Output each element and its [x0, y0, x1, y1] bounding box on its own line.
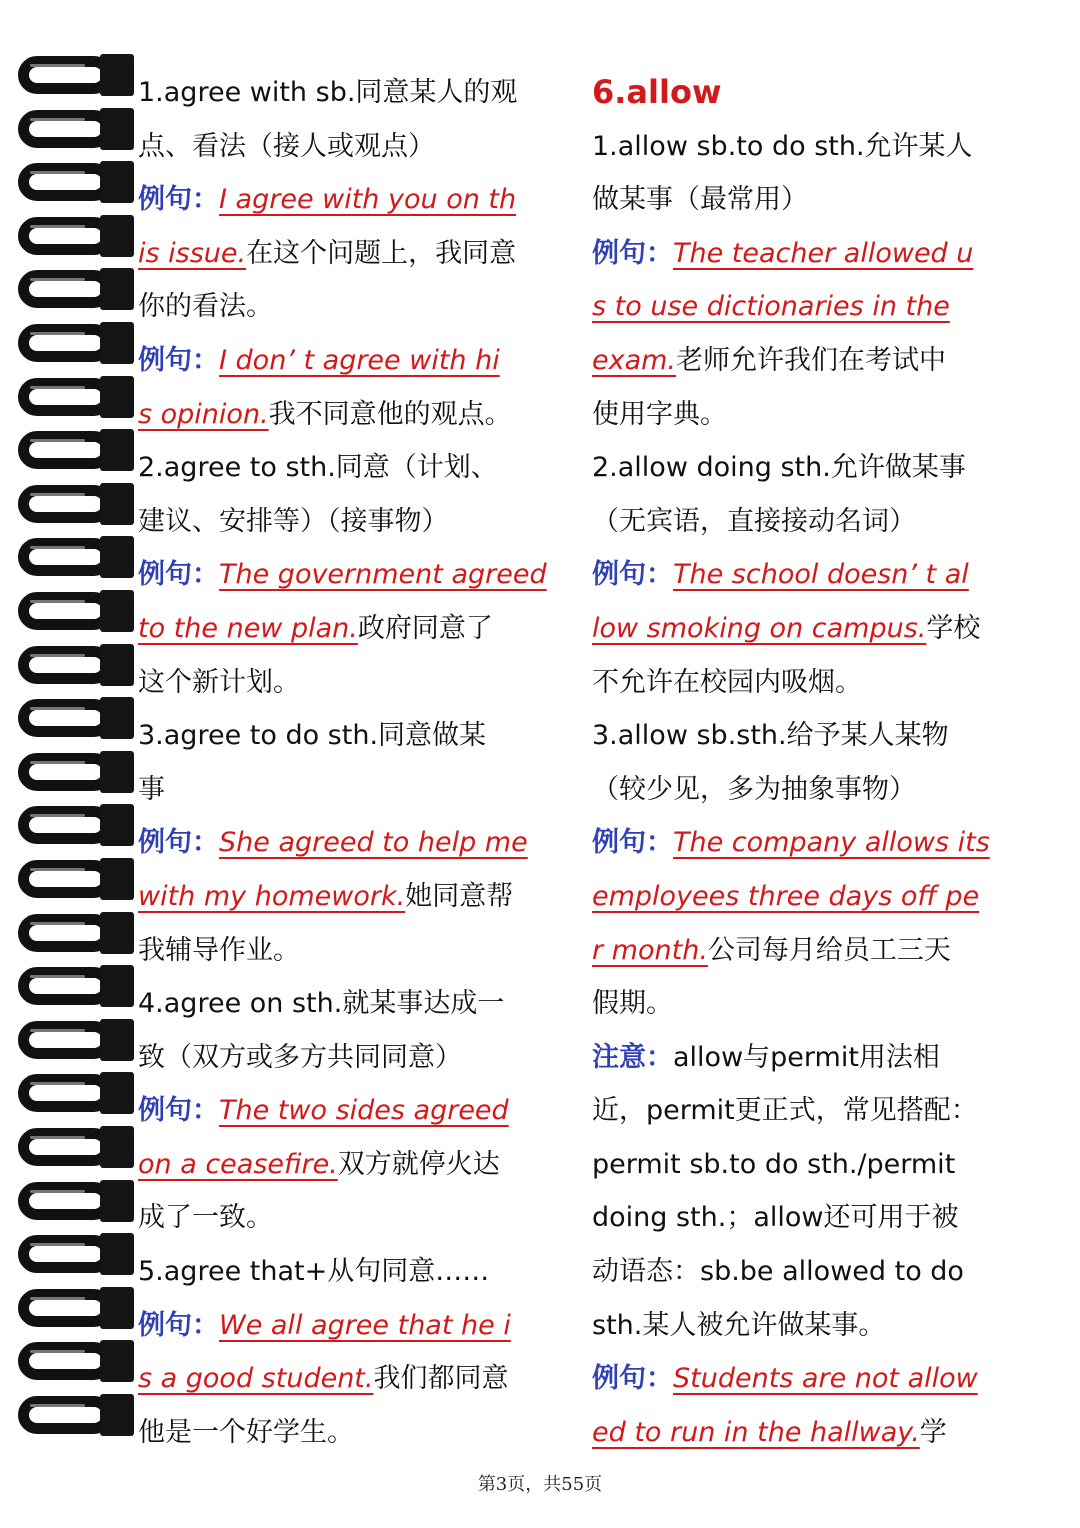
body-text: 1.allow sb.to do sth.允许某人	[592, 130, 973, 162]
left-line	[138, 763, 576, 817]
left-line	[138, 120, 576, 174]
left-line	[138, 709, 576, 763]
right-line	[592, 548, 1032, 602]
example-sentence: s to use dictionaries in the	[592, 291, 950, 323]
example-sentence: ed to run in the hallway.	[592, 1416, 920, 1448]
example-sentence: The teacher allowed u	[673, 237, 974, 269]
left-line	[138, 1352, 576, 1406]
body-text: 我不同意他的观点。	[268, 398, 512, 430]
example-sentence: The school doesn’ t al	[673, 559, 969, 591]
page-footer: 第3页，共55页	[477, 1474, 603, 1495]
right-line	[592, 1084, 1032, 1138]
body-text: 这个新计划。	[138, 666, 300, 698]
example-sentence: is issue.	[138, 237, 247, 269]
example-label: 例句：	[138, 559, 219, 591]
body-text: 在这个问题上，我同意	[246, 237, 517, 269]
body-text: doing sth.；allow还可用于被	[592, 1202, 959, 1234]
spiral-coil	[8, 318, 133, 368]
example-sentence: I agree with you on th	[219, 184, 517, 216]
body-text: 2.agree to sth.同意（计划、	[138, 452, 498, 484]
example-sentence: with my homework.	[138, 880, 406, 912]
right-line	[592, 120, 1032, 174]
spiral-coil	[8, 1068, 133, 1118]
example-label: 例句：	[592, 1363, 673, 1395]
spiral-coil	[8, 1229, 133, 1279]
left-line	[138, 495, 576, 549]
spiral-coil	[8, 425, 133, 475]
body-text: 假期。	[592, 988, 673, 1020]
right-line	[592, 280, 1032, 334]
left-line	[138, 1406, 576, 1460]
example-label: 例句：	[138, 344, 219, 376]
spiral-coil	[8, 1122, 133, 1172]
body-text: 近，permit更正式，常见搭配：	[592, 1095, 978, 1127]
body-text: 1.agree with sb.同意某人的观	[138, 77, 518, 108]
body-text: 成了一致。	[138, 1202, 273, 1234]
body-text: 他是一个好学生。	[138, 1416, 354, 1448]
body-text: 2.allow doing sth.允许做某事	[592, 452, 966, 484]
right-line	[592, 334, 1032, 388]
right-line	[592, 763, 1032, 817]
example-sentence: employees three days off pe	[592, 880, 980, 912]
right-line	[592, 924, 1032, 978]
right-line	[592, 66, 1032, 120]
left-line	[138, 870, 576, 924]
right-line	[592, 1299, 1032, 1353]
spiral-coil	[8, 693, 133, 743]
body-text: 致（双方或多方共同同意）	[138, 1041, 462, 1073]
left-line	[138, 1084, 576, 1138]
right-line	[592, 1031, 1032, 1085]
left-line	[138, 924, 576, 978]
example-sentence: s a good student.	[138, 1363, 374, 1395]
body-text: 双方就停火达	[337, 1148, 500, 1180]
body-text: 学校	[926, 612, 981, 644]
left-line	[138, 1245, 576, 1299]
body-text: 事	[138, 773, 165, 805]
body-text: （较少见，多为抽象事物）	[592, 773, 916, 805]
spiral-coil	[8, 908, 133, 958]
spiral-coil	[8, 264, 133, 314]
example-label: 例句：	[138, 827, 219, 859]
example-sentence: s opinion.	[138, 398, 269, 430]
body-text: 4.agree on sth.就某事达成一	[138, 988, 505, 1020]
left-line	[138, 1299, 576, 1353]
body-text: 3.agree to do sth.同意做某	[138, 720, 487, 752]
right-line	[592, 388, 1032, 442]
spiral-coil	[8, 586, 133, 636]
spiral-coil	[8, 479, 133, 529]
body-text: 政府同意了	[357, 612, 493, 644]
spiral-coil	[8, 1015, 133, 1065]
example-label: 例句：	[592, 559, 673, 591]
example-label: 例句：	[592, 237, 673, 269]
body-text: 她同意帮	[405, 880, 514, 912]
spiral-coil	[8, 854, 133, 904]
spiral-coil	[8, 532, 133, 582]
left-line	[138, 656, 576, 710]
body-text: 不允许在校园内吸烟。	[592, 666, 862, 698]
right-line	[592, 1191, 1032, 1245]
example-sentence: r month.	[592, 934, 708, 966]
example-sentence: Students are not allow	[673, 1363, 978, 1395]
body-text: 点、看法（接人或观点）	[138, 130, 435, 162]
left-line	[138, 334, 576, 388]
right-line	[592, 495, 1032, 549]
spiral-coil	[8, 640, 133, 690]
example-sentence: We all agree that he i	[219, 1309, 511, 1341]
left-line	[138, 548, 576, 602]
example-sentence: She agreed to help me	[219, 827, 528, 859]
right-line	[592, 1352, 1032, 1406]
example-sentence: low smoking on campus.	[592, 612, 927, 644]
spiral-coil	[8, 800, 133, 850]
body-text: 我们都同意	[373, 1363, 509, 1395]
example-label: 例句：	[138, 1309, 219, 1341]
spiral-binding	[0, 40, 135, 1480]
spiral-coil	[8, 1390, 133, 1440]
example-label: 例句：	[138, 1095, 219, 1127]
body-text: 公司每月给员工三天	[707, 934, 951, 966]
left-line	[138, 227, 576, 281]
right-line	[592, 1406, 1032, 1460]
spiral-coil	[8, 1336, 133, 1386]
example-sentence: The two sides agreed	[219, 1095, 509, 1127]
body-text: 我辅导作业。	[138, 934, 300, 966]
body-text: 动语态：sb.be allowed to do	[592, 1256, 964, 1288]
left-line	[138, 441, 576, 495]
left-line	[138, 977, 576, 1031]
body-text: 老师允许我们在考试中	[676, 344, 947, 376]
right-line	[592, 602, 1032, 656]
right-line	[592, 870, 1032, 924]
left-line	[138, 816, 576, 870]
example-sentence: exam.	[592, 344, 677, 376]
body-text: permit sb.to do sth./permit	[592, 1148, 956, 1180]
spiral-coil	[8, 50, 133, 100]
spiral-coil	[8, 747, 133, 797]
right-line	[592, 709, 1032, 763]
body-text: 5.agree that+从句同意……	[138, 1256, 490, 1288]
left-column	[138, 66, 576, 1459]
spiral-coil	[8, 104, 133, 154]
example-sentence: on a ceasefire.	[138, 1148, 338, 1180]
body-text: （无宾语，直接接动名词）	[592, 505, 916, 537]
example-sentence: The government agreed	[219, 559, 547, 591]
left-line	[138, 1031, 576, 1085]
left-line	[138, 602, 576, 656]
right-line	[592, 656, 1032, 710]
spiral-coil	[8, 1283, 133, 1333]
body-text: sth.某人被允许做某事。	[592, 1309, 886, 1341]
left-line	[138, 66, 576, 120]
right-line	[592, 816, 1032, 870]
spiral-coil	[8, 1176, 133, 1226]
left-line	[138, 173, 576, 227]
right-line	[592, 173, 1032, 227]
example-label: 注意：	[592, 1041, 673, 1073]
right-line	[592, 1138, 1032, 1192]
example-sentence: The company allows its	[673, 827, 990, 859]
right-line	[592, 977, 1032, 1031]
body-text: 学	[919, 1416, 947, 1448]
spiral-coil	[8, 961, 133, 1011]
spiral-coil	[8, 157, 133, 207]
left-line	[138, 1138, 576, 1192]
body-text: 做某事（最常用）	[592, 184, 808, 216]
right-line	[592, 227, 1032, 281]
example-label: 例句：	[592, 827, 673, 859]
right-line	[592, 1245, 1032, 1299]
example-sentence: to the new plan.	[138, 612, 358, 644]
body-text: 3.allow sb.sth.给予某人某物	[592, 720, 949, 752]
left-line	[138, 1191, 576, 1245]
example-label: 例句：	[138, 184, 219, 216]
spiral-coil	[8, 211, 133, 261]
right-line	[592, 441, 1032, 495]
body-text: allow与permit用法相	[673, 1041, 940, 1073]
right-column	[592, 66, 1032, 1459]
example-sentence: I don’ t agree with hi	[219, 344, 500, 376]
left-line	[138, 280, 576, 334]
body-text: 你的看法。	[138, 291, 273, 323]
body-text: 建议、安排等）（接事物）	[138, 505, 449, 537]
spiral-coil	[8, 372, 133, 422]
left-line	[138, 388, 576, 442]
section-heading: 6.allow	[592, 73, 722, 111]
body-text: 使用字典。	[592, 398, 727, 430]
